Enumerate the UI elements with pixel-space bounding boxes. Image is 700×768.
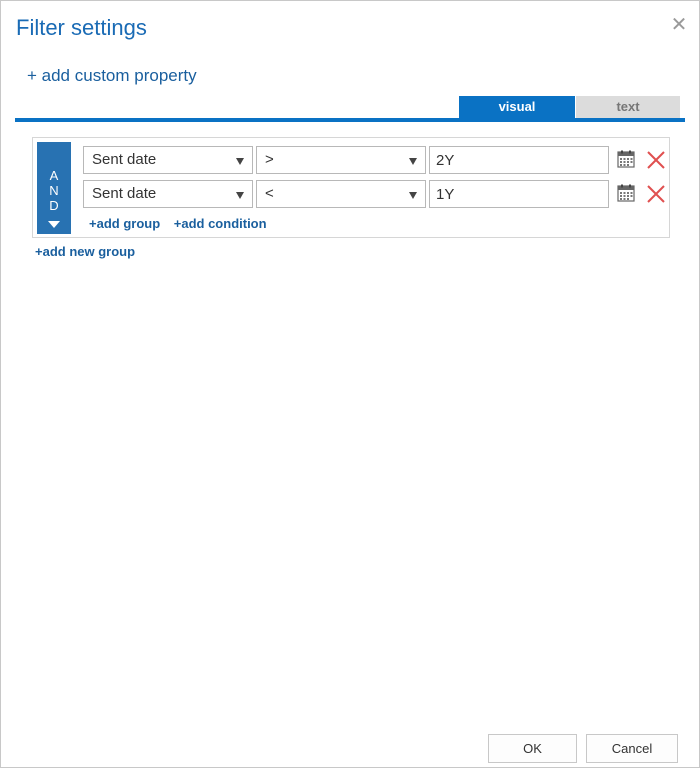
add-group-link[interactable]: +add group — [89, 216, 161, 231]
calendar-icon[interactable] — [617, 184, 635, 202]
value-input[interactable] — [429, 180, 609, 208]
operator-select[interactable]: > — [256, 146, 426, 174]
dropdown-arrow-icon — [409, 192, 417, 199]
delete-condition-icon[interactable] — [645, 183, 667, 205]
view-tabs — [15, 96, 685, 122]
tab-text[interactable]: text — [576, 96, 680, 118]
value-input[interactable] — [429, 146, 609, 174]
dialog-title: Filter settings — [16, 15, 147, 40]
add-condition-link[interactable]: +add condition — [173, 216, 267, 231]
ok-button[interactable]: OK — [488, 734, 577, 763]
group-operator-label: A N D — [49, 168, 59, 213]
condition-row — [83, 146, 673, 174]
condition-group — [32, 137, 670, 238]
chevron-down-icon — [48, 221, 60, 228]
add-new-group-link[interactable]: +add new group — [35, 244, 136, 259]
group-operator-toggle[interactable] — [37, 142, 71, 234]
tab-visual[interactable]: visual — [459, 96, 575, 118]
close-icon[interactable]: ✕ — [670, 14, 688, 36]
calendar-icon[interactable] — [617, 150, 635, 168]
add-custom-property-link[interactable]: + add custom property — [27, 66, 197, 85]
dropdown-arrow-icon — [236, 158, 244, 165]
property-select[interactable]: Sent date — [83, 180, 253, 208]
dropdown-arrow-icon — [409, 158, 417, 165]
group-actions — [89, 216, 277, 231]
delete-condition-icon[interactable] — [645, 149, 667, 171]
property-select[interactable]: Sent date — [83, 146, 253, 174]
condition-row — [83, 180, 673, 208]
dropdown-arrow-icon — [236, 192, 244, 199]
cancel-button[interactable]: Cancel — [586, 734, 678, 763]
operator-select[interactable]: < — [256, 180, 426, 208]
